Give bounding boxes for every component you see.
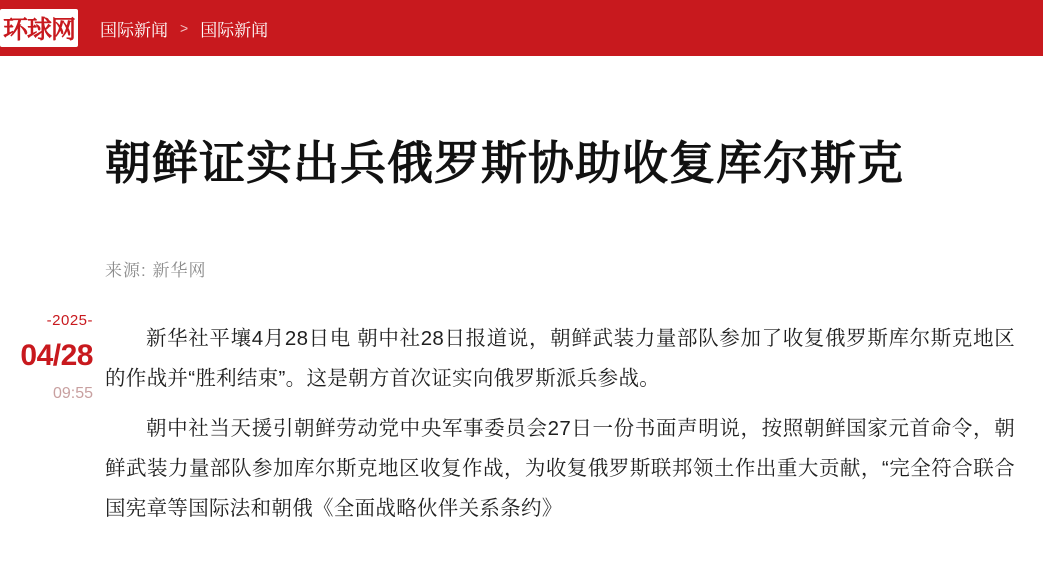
article-time: 09:55 — [52, 385, 93, 402]
chevron-right-icon: > — [180, 20, 189, 36]
article-body — [105, 319, 1015, 529]
article-page — [0, 56, 1043, 587]
article-source — [105, 256, 1015, 281]
breadcrumb-item-1[interactable]: 国际新闻 — [100, 20, 168, 40]
article-paragraph: 新华社平壤4月28日电 朝中社28日报道说，朝鲜武装力量部队参加了收复俄罗斯库尔斯克地区的作战并“胜利结束”。这是朝方首次证实向俄罗斯派兵参战。 — [105, 326, 1015, 390]
page-title: 朝鲜证实出兵俄罗斯协助收复库尔斯克 — [105, 137, 904, 189]
article-date-sidebar — [0, 56, 105, 587]
site-header — [0, 0, 1043, 56]
breadcrumb — [100, 16, 268, 41]
source-name[interactable]: 新华网 — [152, 260, 207, 280]
article-day: 04/28 — [20, 339, 93, 372]
article-year: -2025- — [46, 312, 93, 329]
article-paragraph: 朝中社当天援引朝鲜劳动党中央军事委员会27日一份书面声明说，按照朝鲜国家元首命令，朝鲜武装力量部队参加库尔斯克地区收复作战，为收复俄罗斯联邦领土作出重大贡献，“完全符合联合国宪章等国际法和朝俄《全面战略伙伴关系条约》 — [105, 416, 1015, 520]
breadcrumb-item-2[interactable]: 国际新闻 — [200, 20, 269, 40]
article-content — [105, 56, 1043, 587]
source-label: 来源: — [105, 260, 147, 280]
site-logo[interactable]: 环球网 — [0, 9, 78, 47]
